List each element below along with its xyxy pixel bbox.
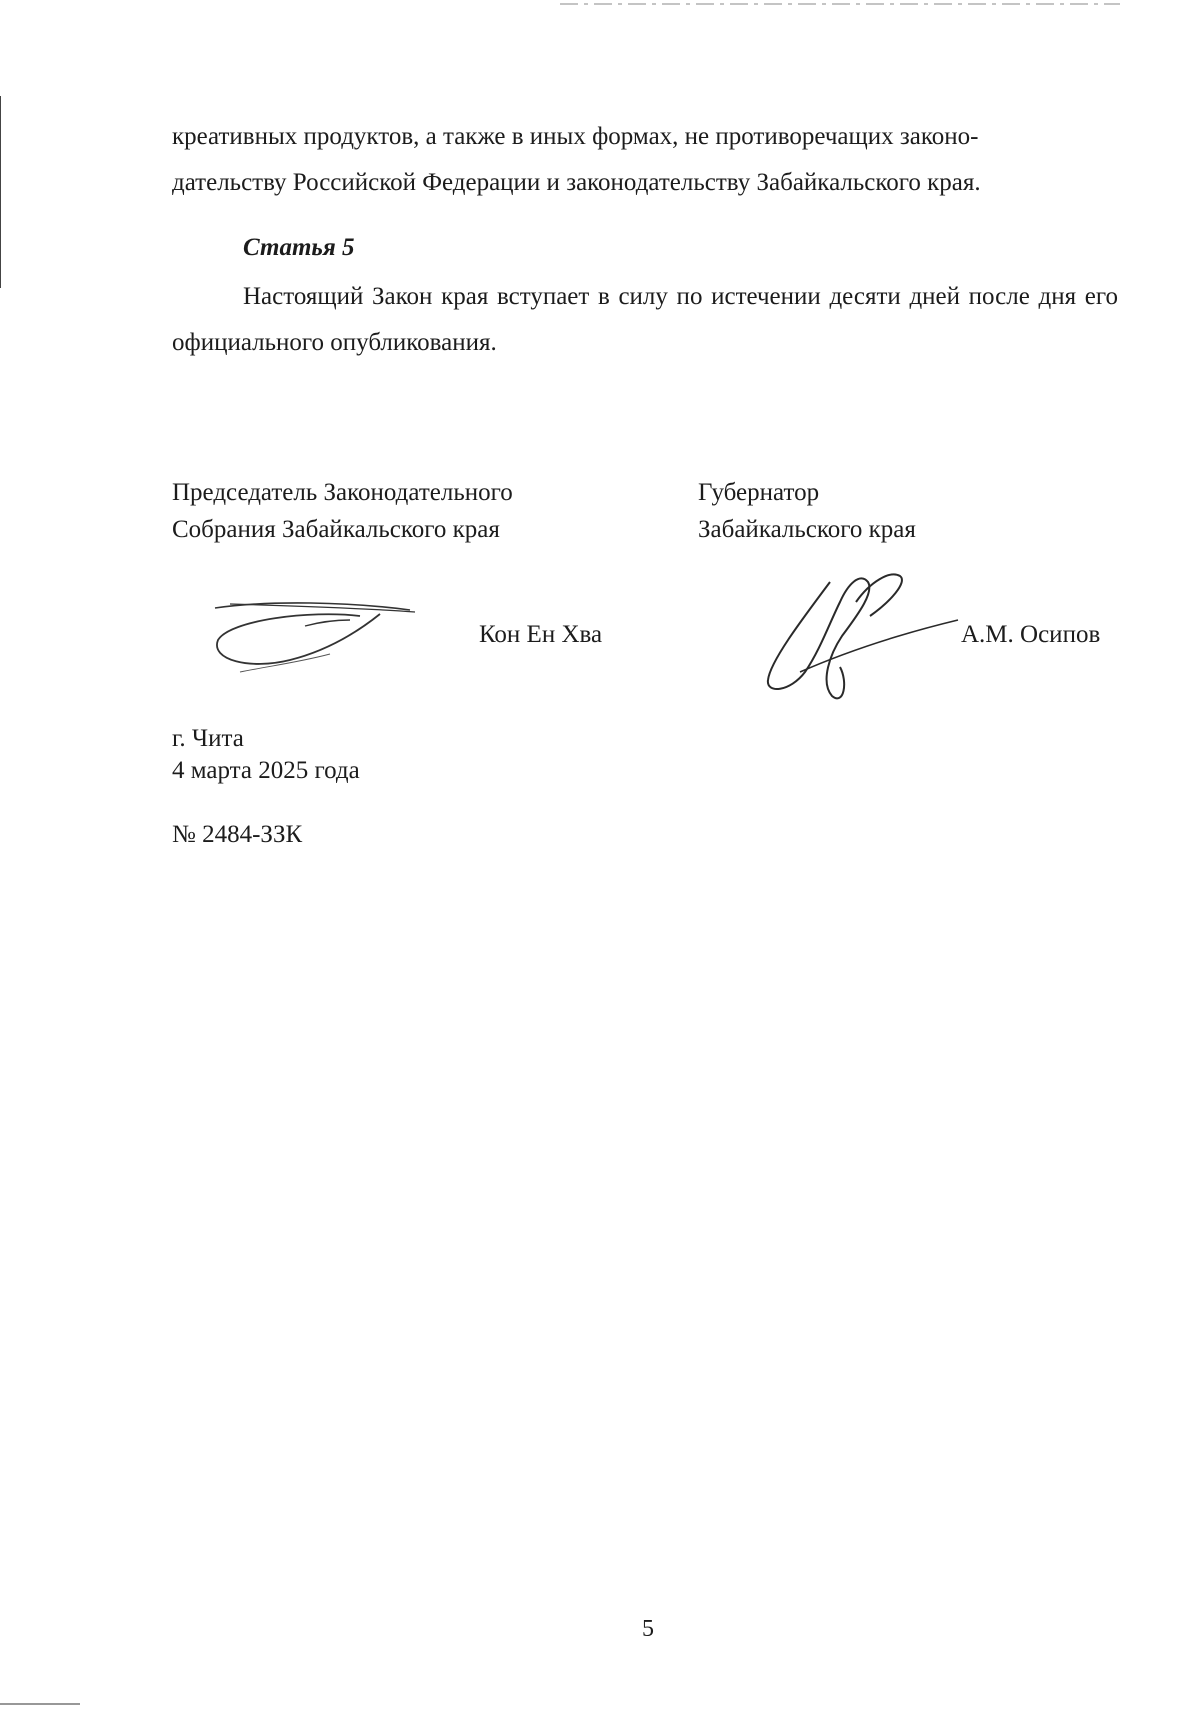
signing-date: 4 марта 2025 года — [172, 757, 360, 784]
right-title-line-1: Губернатор — [698, 479, 820, 506]
right-signatory-name: А.М. Осипов — [961, 621, 1101, 648]
right-title-line-2: Забайкальского края — [698, 516, 916, 543]
left-signatory-title — [172, 474, 513, 548]
article-5-text: Настоящий Закон края вступает в силу по истечении десяти дней после дня его официального опубликования. — [172, 283, 1118, 356]
left-signatory-name: Кон Ен Хва — [479, 621, 603, 648]
left-title-line-2: Собрания Забайкальского края — [172, 516, 500, 543]
left-handwritten-signature — [210, 590, 420, 680]
page-number: 5 — [642, 1616, 654, 1642]
right-signatory-title — [698, 474, 916, 548]
article-heading: Статья 5 — [243, 234, 355, 261]
left-title-line-1: Председатель Законодательного — [172, 479, 513, 506]
paragraph-line-1: креативных продуктов, а также в иных формах, не противоречащих законо- — [172, 123, 979, 150]
paragraph-continuation — [172, 114, 1118, 206]
city: г. Чита — [172, 725, 244, 752]
law-number: № 2484-ЗЗК — [172, 821, 303, 848]
right-handwritten-signature — [760, 562, 960, 712]
paragraph-line-2: дательству Российской Федерации и законодательству Забайкальского края. — [172, 169, 981, 196]
